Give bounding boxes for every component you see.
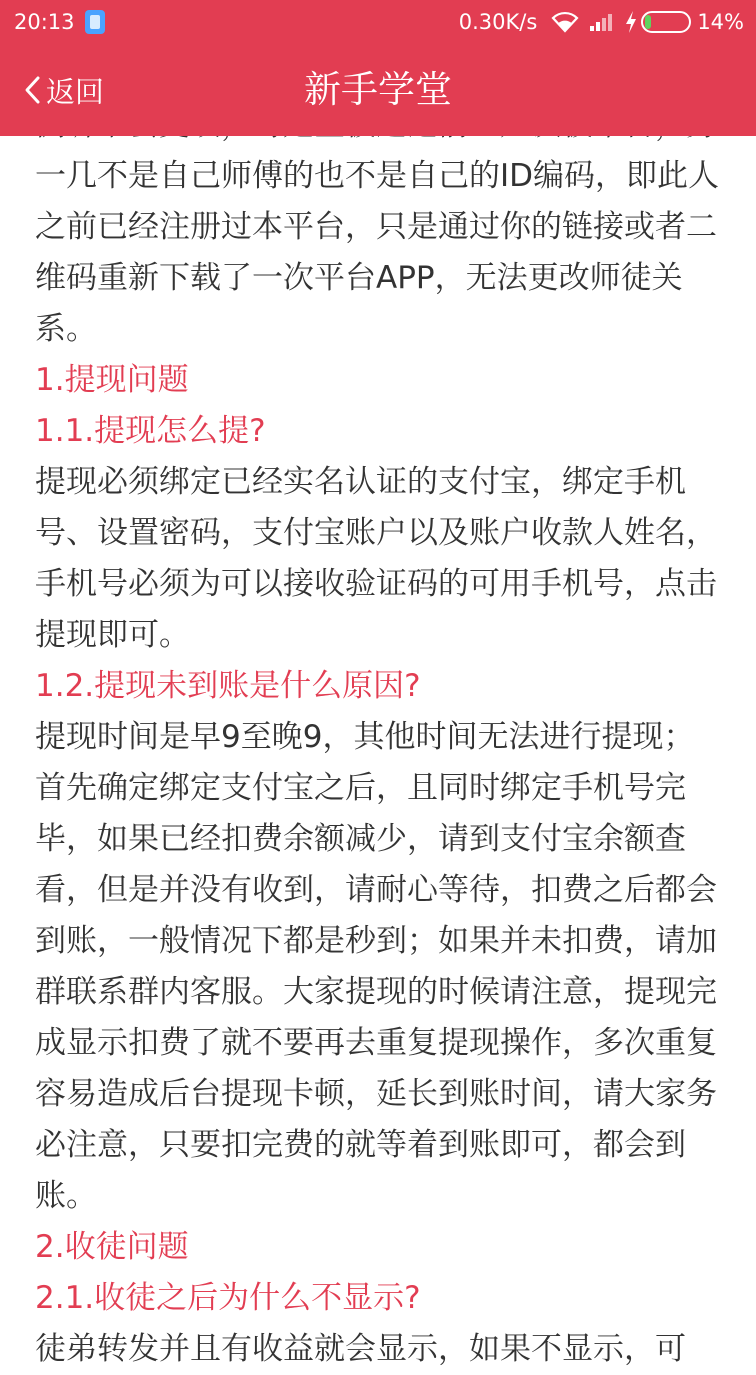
battery-icon xyxy=(641,11,691,33)
back-button[interactable] xyxy=(22,68,104,112)
article-content xyxy=(35,100,725,1375)
status-bar xyxy=(0,0,756,44)
battery-percent: 14% xyxy=(697,10,744,34)
charging-icon xyxy=(625,11,637,33)
article-paragraph: 提现时间是早9至晚9，其他时间无法进行提现；首先确定绑定支付宝之后，且同时绑定手机号完毕，如果已经扣费余额减少，请到支付宝余额查看，但是并没有收到，请耐心等待，扣费之后都会到账，一般情况下都是秒到；如果并未扣费，请加群联系群内客服。大家提现的时候请注意，提现完成显示扣费了就不要再去重复提现操作，多次重复容易造成后台提现卡顿，延长到账时间，请大家务必注意，只要扣完费的就等着到账即可，都会到账。 xyxy=(35,719,717,1214)
chevron-left-icon xyxy=(22,75,42,105)
question-heading: 2.1.收徒之后为什么不显示? xyxy=(35,1280,421,1316)
wifi-icon xyxy=(551,11,579,33)
app-header xyxy=(0,0,756,136)
article-paragraph: 徒弟转发并且有收益就会显示，如果不显示，可 xyxy=(35,1331,686,1367)
question-heading: 1.1.提现怎么提? xyxy=(35,413,266,449)
network-speed: 0.30K/s xyxy=(458,10,538,34)
back-label: 返回 xyxy=(46,74,105,109)
status-left xyxy=(14,0,105,44)
status-time: 20:13 xyxy=(14,10,75,34)
article-paragraph: 一几不是自己师傅的也不是自己的ID编码，即此人之前已经注册过本平台，只是通过你的链接或者二维码重新下载了一次平台APP，无法更改师徒关系。 xyxy=(35,158,720,347)
article-paragraph: 提现必须绑定已经实名认证的支付宝，绑定手机号、设置密码，支付宝账户以及账户收款人姓名，手机号必须为可以接收验证码的可用手机号，点击提现即可。 xyxy=(35,464,717,653)
status-right xyxy=(459,0,744,44)
battery-level-fill xyxy=(645,15,651,29)
signal-icon xyxy=(589,12,615,32)
app-notification-icon xyxy=(85,10,105,34)
section-heading: 2.收徒问题 xyxy=(35,1229,189,1265)
title-bar xyxy=(0,44,756,136)
page-title: 新手学堂 xyxy=(304,68,452,111)
question-heading: 1.2.提现未到账是什么原因? xyxy=(35,668,421,704)
section-heading: 1.提现问题 xyxy=(35,362,189,398)
